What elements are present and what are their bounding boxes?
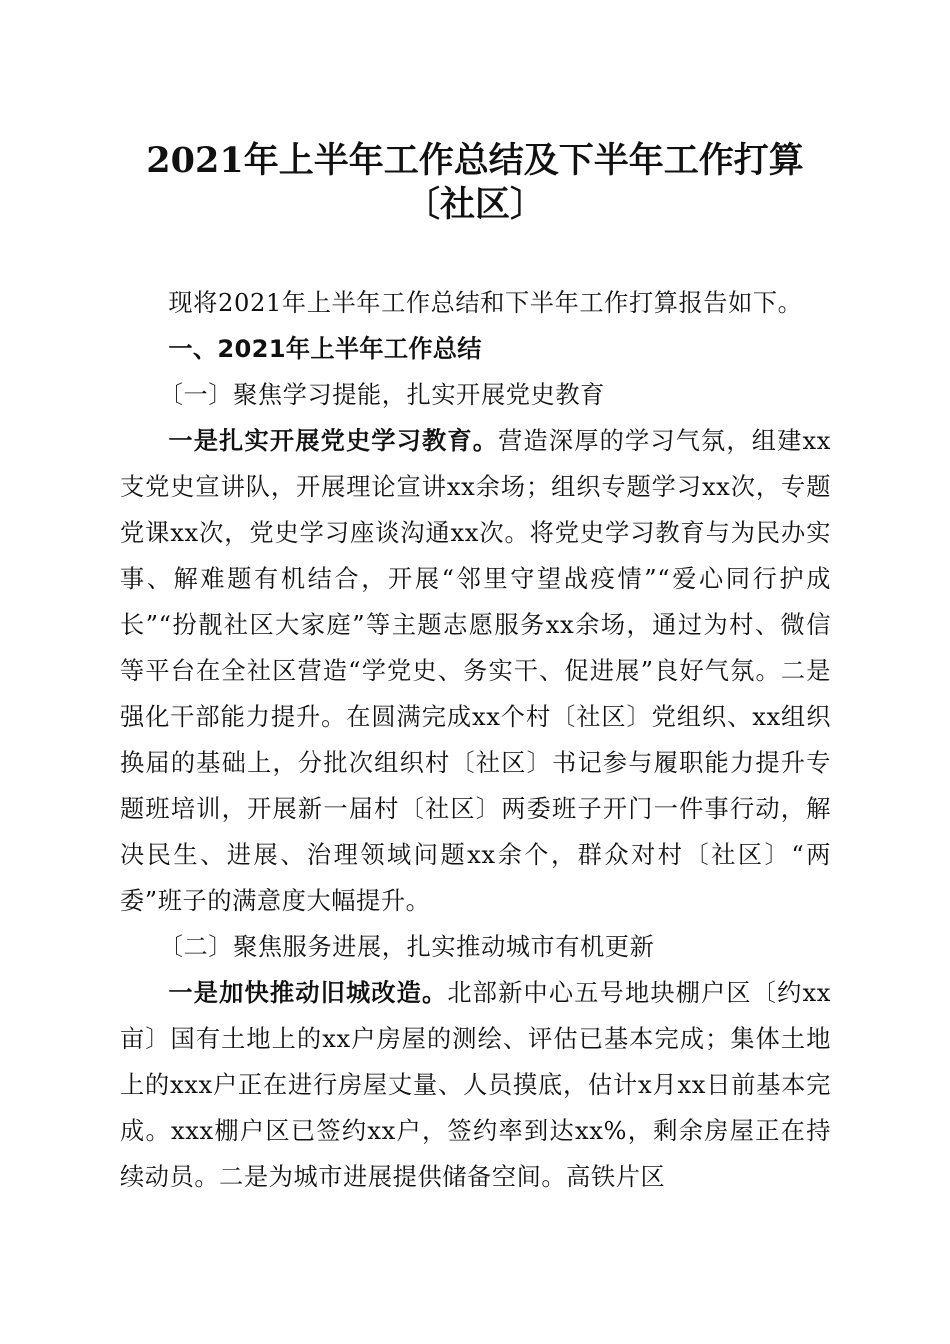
- subsection-heading: 〔二〕聚焦服务进展，扎实推动城市有机更新: [158, 933, 655, 961]
- body-paragraph: [120, 418, 831, 924]
- body-paragraph: [120, 970, 831, 1200]
- document-title: 2021年上半年工作总结及下半年工作打算: [146, 140, 804, 181]
- paragraph-text: 北部新中心五号地块棚户区〔约xx亩〕国有土地上的xx户房屋的测绘、评估已基本完成；集体土地上的xxx户正在进行房屋丈量、人员摸底，估计x月xx日前基本完成。xxx棚户区已签约xx户，签约率到达xx%，剩余房屋正在持续动员。二是为城市进展提供储备空间。高铁片区: [120, 979, 831, 1191]
- section-heading: 一、2021年上半年工作总结: [168, 335, 482, 363]
- document-body: [120, 280, 831, 1200]
- paragraph-text: 营造深厚的学习气氛，组建xx支党史宣讲队，开展理论宣讲xx余场；组织专题学习xx次，专题党课xx次，党史学习座谈沟通xx次。将党史学习教育与为民办实事、解难题有机结合，开展“邻里守望战疫情”“爱心同行护成长”“扮靓社区大家庭”等主题志愿服务xx余场，通过为村、微信等平台在全社区营造“学党史、务实干、促进展”良好气氛。二是强化干部能力提升。在圆满完成xx个村〔社区〕党组织、xx组织换届的基础上，分批次组织村〔社区〕书记参与履职能力提升专题班培训，开展新一届村〔社区〕两委班子开门一件事行动，解决民生、进展、治理领域问题xx余个，群众对村〔社区〕“两委”班子的满意度大幅提升。: [120, 427, 831, 915]
- intro-paragraph: 现将2021年上半年工作总结和下半年工作打算报告如下。: [168, 289, 803, 317]
- subsection-heading: 〔一〕聚焦学习提能，扎实开展党史教育: [158, 381, 605, 409]
- document-title-subtitle: 〔社区〕: [404, 184, 545, 225]
- paragraph-lead: 一是加快推动旧城改造。: [168, 978, 448, 1007]
- paragraph-lead: 一是扎实开展党史学习教育。: [168, 426, 499, 455]
